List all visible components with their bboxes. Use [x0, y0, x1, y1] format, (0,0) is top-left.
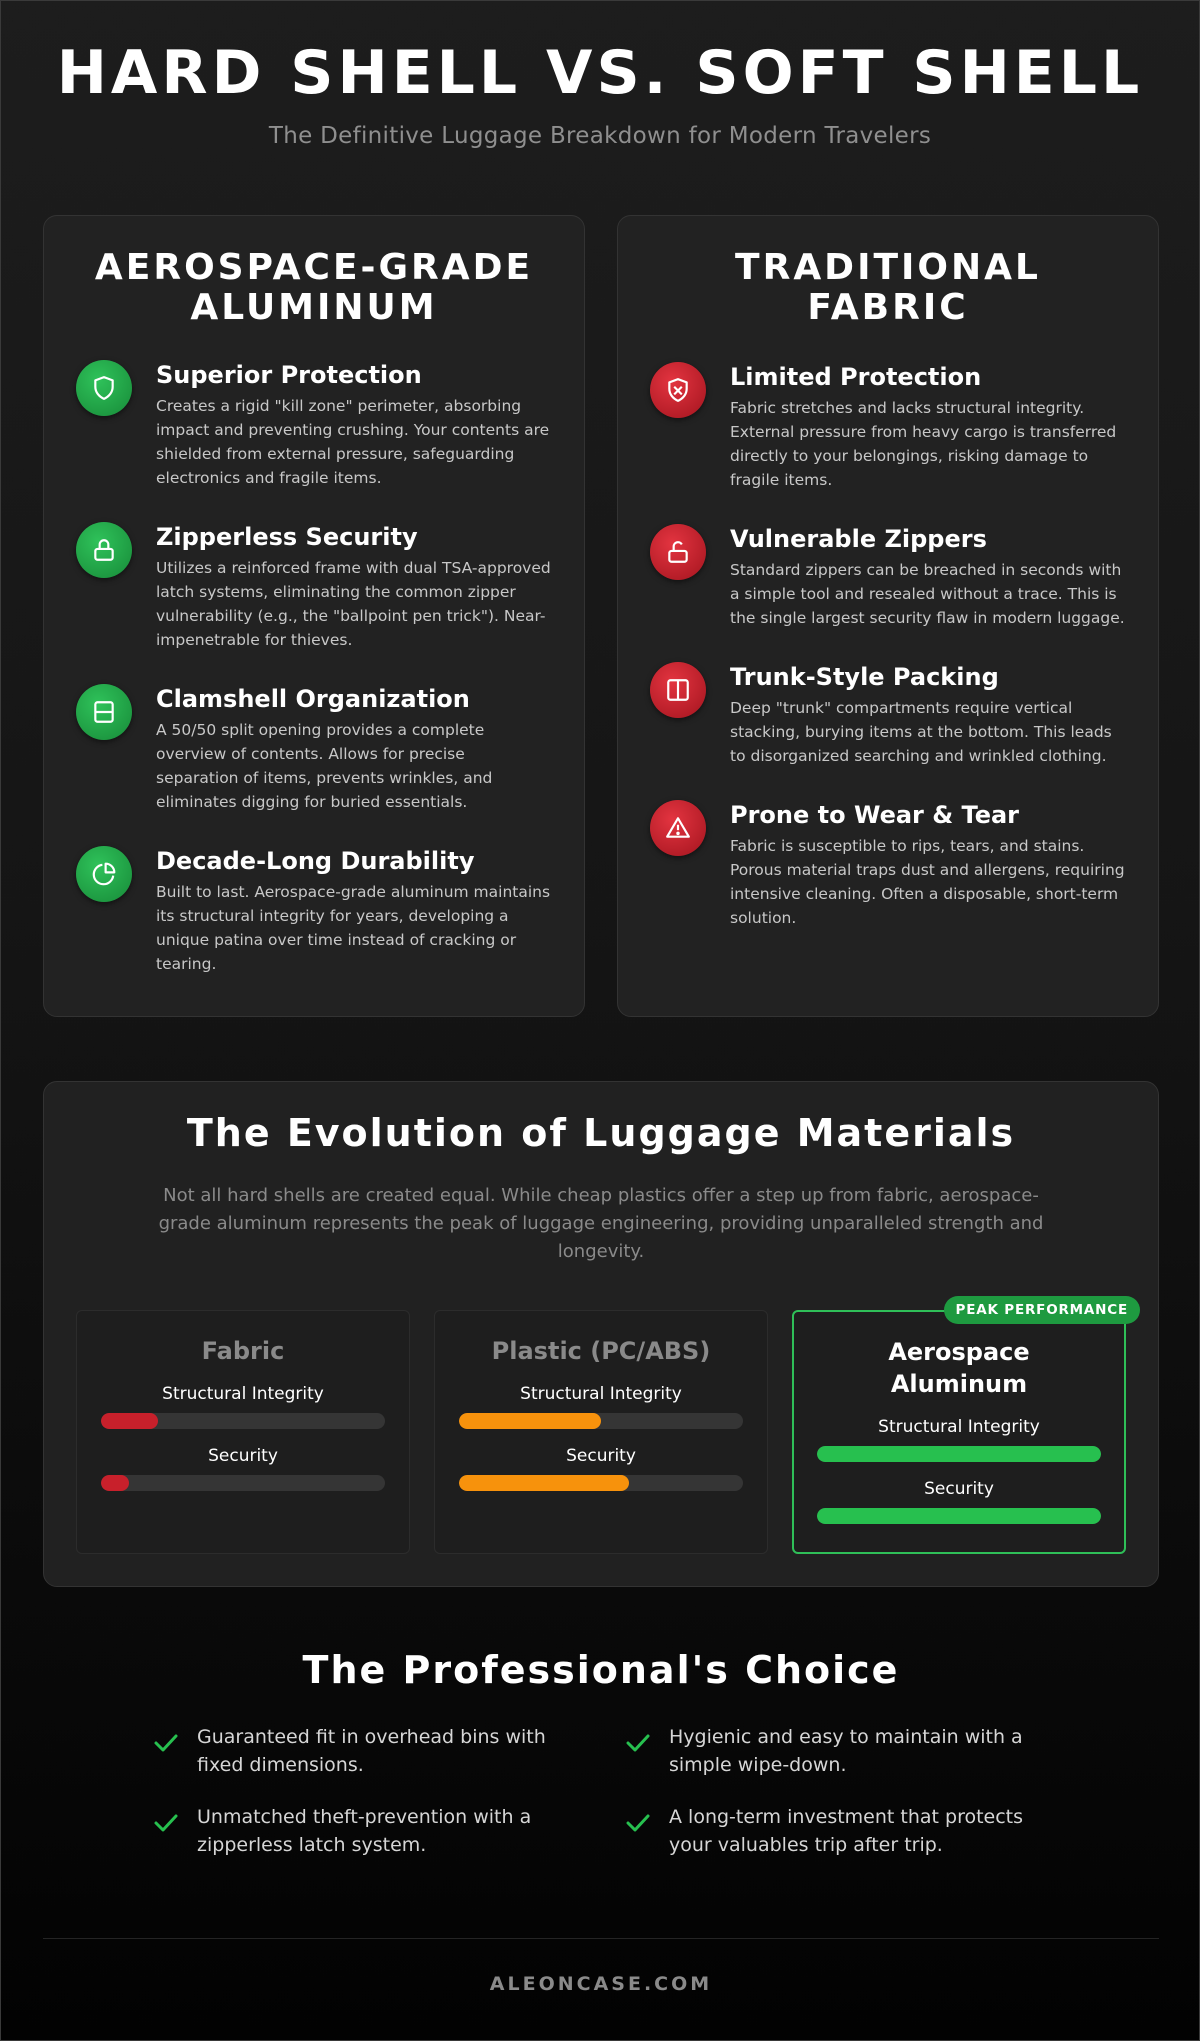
feature-description: A 50/50 split opening provides a complete overview of contents. Allows for precise separation of items, prevents wrinkles, and eliminates digging for buried essentials. — [156, 721, 493, 811]
check-icon — [625, 1813, 651, 1833]
feature-title: Limited Protection — [730, 363, 982, 391]
choice-title: The Professional's Choice — [302, 1648, 900, 1692]
feature-description: Deep "trunk" compartments require vertical stacking, burying items at the bottom. This leads to disorganized searching and wrinkled clothing. — [730, 699, 1112, 765]
columns-icon — [650, 662, 706, 718]
structural-integrity-bar — [817, 1446, 1101, 1462]
feature-description: Built to last. Aerospace-grade aluminum maintains its structural integrity for years, developing a unique patina over time instead of cracking or tearing. — [156, 883, 551, 973]
aluminum-column-title: AEROSPACE-GRADE ALUMINUM — [94, 247, 534, 328]
footer-divider — [43, 1938, 1159, 1939]
aluminum-column — [43, 215, 585, 1017]
feature-title: Zipperless Security — [156, 523, 418, 551]
metric-label-structural-integrity: Structural Integrity — [878, 1417, 1040, 1437]
feature-description: Utilizes a reinforced frame with dual TSA-approved latch systems, eliminating the common zipper vulnerability (e.g., the "ballpoint pen trick"). Near-impenetrable for thieves. — [156, 559, 551, 649]
bar-fill — [101, 1475, 129, 1491]
structural-integrity-bar — [459, 1413, 743, 1429]
feature-title: Superior Protection — [156, 361, 422, 389]
feature-trunk-style-packing — [650, 662, 1126, 768]
check-icon — [153, 1813, 179, 1833]
feature-description: Standard zippers can be breached in seconds with a simple tool and resealed without a trace. This is the single largest security flaw in modern luggage. — [730, 561, 1125, 627]
lock-icon — [76, 522, 132, 578]
choice-text: Unmatched theft-prevention with a zipperless latch system. — [197, 1806, 532, 1856]
material-card-fabric — [76, 1310, 410, 1554]
bar-fill — [101, 1413, 158, 1429]
choice-text: A long-term investment that protects your valuables trip after trip. — [669, 1806, 1024, 1856]
bar-fill — [459, 1475, 629, 1491]
fabric-column-title: TRADITIONAL FABRIC — [735, 247, 1041, 328]
feature-superior-protection — [76, 360, 552, 490]
check-icon — [625, 1733, 651, 1753]
material-name-text: Aerospace Aluminum — [888, 1338, 1030, 1398]
security-bar — [101, 1475, 385, 1491]
metric-label-structural-integrity: Structural Integrity — [162, 1384, 324, 1404]
feature-title: Trunk-Style Packing — [730, 663, 999, 691]
feature-title: Decade-Long Durability — [156, 847, 475, 875]
feature-title: Vulnerable Zippers — [730, 525, 987, 553]
choice-list — [153, 1723, 1053, 1893]
comparison-columns — [43, 215, 1159, 1017]
shield-icon — [76, 360, 132, 416]
feature-title: Prone to Wear & Tear — [730, 801, 1020, 829]
feature-limited-protection — [650, 362, 1126, 492]
feature-title: Clamshell Organization — [156, 685, 470, 713]
bar-fill — [817, 1508, 1101, 1524]
material-card-aluminum — [792, 1302, 1128, 1554]
material-name: Fabric — [201, 1337, 285, 1365]
unlock-icon — [650, 524, 706, 580]
list-item — [625, 1803, 1065, 1859]
security-bar — [459, 1475, 743, 1491]
choice-text: Hygienic and easy to maintain with a simple wipe-down. — [669, 1726, 1023, 1776]
metric-label-security: Security — [208, 1446, 278, 1466]
feature-decade-long-durability — [76, 846, 552, 976]
evolution-section — [43, 1081, 1159, 1587]
feature-description: Fabric stretches and lacks structural integrity. External pressure from heavy cargo is transferred directly to your belongings, risking damage to fragile items. — [730, 399, 1117, 489]
material-name — [794, 1336, 1124, 1400]
security-bar — [817, 1508, 1101, 1524]
list-item — [625, 1723, 1065, 1779]
bar-fill — [459, 1413, 601, 1429]
header — [1, 1, 1199, 149]
evolution-title: The Evolution of Luggage Materials — [186, 1111, 1016, 1155]
bar-fill — [817, 1446, 1101, 1462]
broken-shield-icon — [650, 362, 706, 418]
metric-label-security: Security — [566, 1446, 636, 1466]
feature-zipperless-security — [76, 522, 552, 652]
metric-label-security: Security — [924, 1479, 994, 1499]
feature-clamshell-organization — [76, 684, 552, 814]
warning-icon — [650, 800, 706, 856]
footer-site-link[interactable]: ALEONCASE.COM — [489, 1973, 713, 1995]
feature-vulnerable-zippers — [650, 524, 1126, 630]
choice-text: Guaranteed fit in overhead bins with fixed dimensions. — [197, 1726, 546, 1776]
split-box-icon — [76, 684, 132, 740]
page-subtitle: The Definitive Luggage Breakdown for Modern Travelers — [268, 123, 932, 149]
list-item — [153, 1723, 593, 1779]
feature-prone-to-wear — [650, 800, 1126, 930]
feature-description: Fabric is susceptible to rips, tears, and stains. Porous material traps dust and allergens, requiring intensive cleaning. Often a disposable, short-term solution. — [730, 837, 1125, 927]
metric-label-structural-integrity: Structural Integrity — [520, 1384, 682, 1404]
pie-clock-icon — [76, 846, 132, 902]
list-item — [153, 1803, 593, 1859]
structural-integrity-bar — [101, 1413, 385, 1429]
material-name: Plastic (PC/ABS) — [491, 1337, 711, 1365]
material-card-plastic — [434, 1310, 768, 1554]
evolution-description: Not all hard shells are created equal. While cheap plastics offer a step up from fabric, aerospace-grade aluminum represents the peak of luggage engineering, providing unparalleled strength and longevity. — [158, 1185, 1044, 1262]
feature-description: Creates a rigid "kill zone" perimeter, absorbing impact and preventing crushing. Your contents are shielded from external pressure, safeguarding electronics and fragile items. — [156, 397, 550, 487]
check-icon — [153, 1733, 179, 1753]
page-title: HARD SHELL VS. SOFT SHELL — [56, 38, 1144, 108]
peak-performance-badge: PEAK PERFORMANCE — [944, 1296, 1140, 1324]
fabric-column — [617, 215, 1159, 1017]
